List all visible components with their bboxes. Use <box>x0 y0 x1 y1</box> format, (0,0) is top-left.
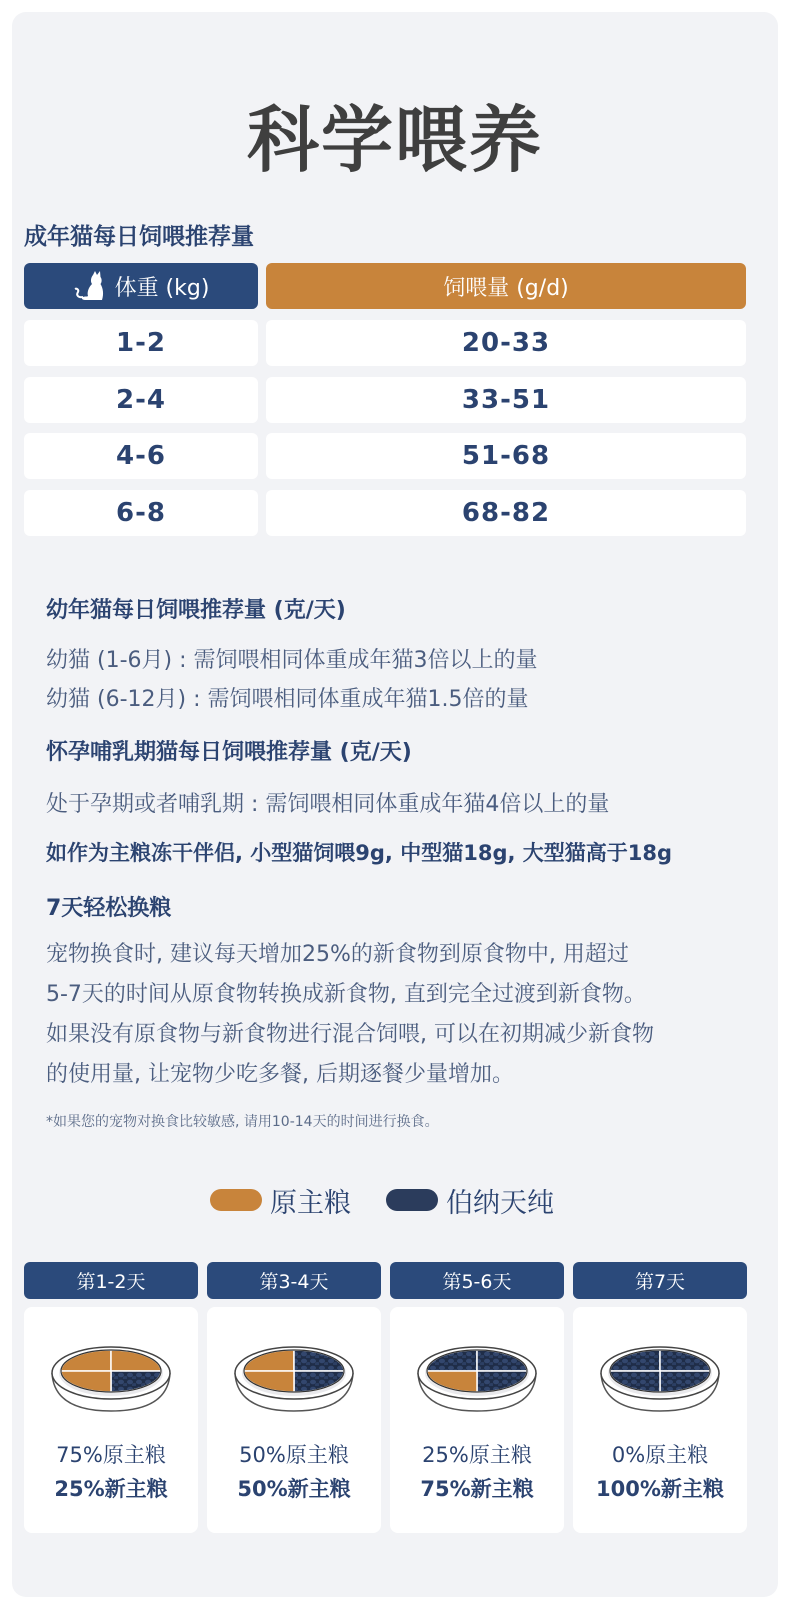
cat-icon <box>73 269 107 303</box>
legend-old-label: 原主粮 <box>270 1187 351 1219</box>
amount-cell: 68-82 <box>266 490 746 536</box>
weight-cell: 2-4 <box>24 377 258 423</box>
old-food-percent: 75%原主粮 <box>56 1443 166 1467</box>
weight-cell: 4-6 <box>24 433 258 479</box>
legend-new-swatch <box>386 1189 438 1211</box>
adult-feeding-heading: 成年猫每日饲喂推荐量 <box>24 224 254 250</box>
transition-line-1: 宠物换食时, 建议每天增加25%的新食物到原食物中, 用超过 <box>46 942 629 967</box>
amount-cell: 51-68 <box>266 433 746 479</box>
old-food-percent: 25%原主粮 <box>422 1443 532 1467</box>
amount-cell: 20-33 <box>266 320 746 366</box>
sensitivity-note: *如果您的宠物对换食比较敏感, 请用10-14天的时间进行换食。 <box>46 1114 439 1130</box>
new-food-percent: 100%新主粮 <box>596 1477 724 1501</box>
weight-column-label: 体重 (kg) <box>114 275 210 301</box>
kitten-line-2: 幼猫 (6-12月) : 需饲喂相同体重成年猫1.5倍的量 <box>46 687 529 712</box>
transition-line-4: 的使用量, 让宠物少吃多餐, 后期逐餐少量增加。 <box>46 1062 514 1087</box>
freeze-dry-note: 如作为主粮冻干伴侣, 小型猫饲喂9g, 中型猫18g, 大型猫高于18g <box>46 841 673 865</box>
pregnant-line-1: 处于孕期或者哺乳期 : 需饲喂相同体重成年猫4倍以上的量 <box>46 792 610 817</box>
legend-new-label: 伯纳天纯 <box>446 1187 554 1219</box>
day-tab-4: 第7天 <box>573 1262 747 1299</box>
food-bowl-icon <box>412 1337 542 1421</box>
food-bowl-icon <box>46 1337 176 1421</box>
day-tab-1: 第1-2天 <box>24 1262 198 1299</box>
amount-column-label: 饲喂量 (g/d) <box>443 275 569 301</box>
legend-old-food <box>210 1182 351 1218</box>
amount-column-header <box>266 263 746 309</box>
weight-cell: 6-8 <box>24 490 258 536</box>
page-title: 科学喂养 <box>246 98 543 182</box>
kitten-line-1: 幼猫 (1-6月) : 需饲喂相同体重成年猫3倍以上的量 <box>46 648 538 673</box>
day-card-2 <box>207 1307 381 1533</box>
new-food-percent: 50%新主粮 <box>237 1477 351 1501</box>
day-tab-3: 第5-6天 <box>390 1262 564 1299</box>
food-bowl-icon <box>229 1337 359 1421</box>
food-bowl-icon <box>595 1337 725 1421</box>
day-card-3 <box>390 1307 564 1533</box>
weight-cell: 1-2 <box>24 320 258 366</box>
new-food-percent: 25%新主粮 <box>54 1477 168 1501</box>
day-tab-2: 第3-4天 <box>207 1262 381 1299</box>
old-food-percent: 50%原主粮 <box>239 1443 349 1467</box>
legend-old-swatch <box>210 1189 262 1211</box>
transition-line-3: 如果没有原食物与新食物进行混合饲喂, 可以在初期减少新食物 <box>46 1022 654 1047</box>
day-card-4 <box>573 1307 747 1533</box>
transition-line-2: 5-7天的时间从原食物转换成新食物, 直到完全过渡到新食物。 <box>46 982 646 1007</box>
pregnant-heading: 怀孕哺乳期猫每日饲喂推荐量 (克/天) <box>46 740 412 765</box>
transition-paragraph <box>46 935 746 1095</box>
legend-new-food <box>386 1182 554 1218</box>
day-card-1 <box>24 1307 198 1533</box>
old-food-percent: 0%原主粮 <box>611 1443 709 1467</box>
weight-column-header <box>24 263 258 309</box>
new-food-percent: 75%新主粮 <box>420 1477 534 1501</box>
amount-cell: 33-51 <box>266 377 746 423</box>
kitten-heading: 幼年猫每日饲喂推荐量 (克/天) <box>46 598 346 623</box>
transition-heading: 7天轻松换粮 <box>46 896 172 921</box>
